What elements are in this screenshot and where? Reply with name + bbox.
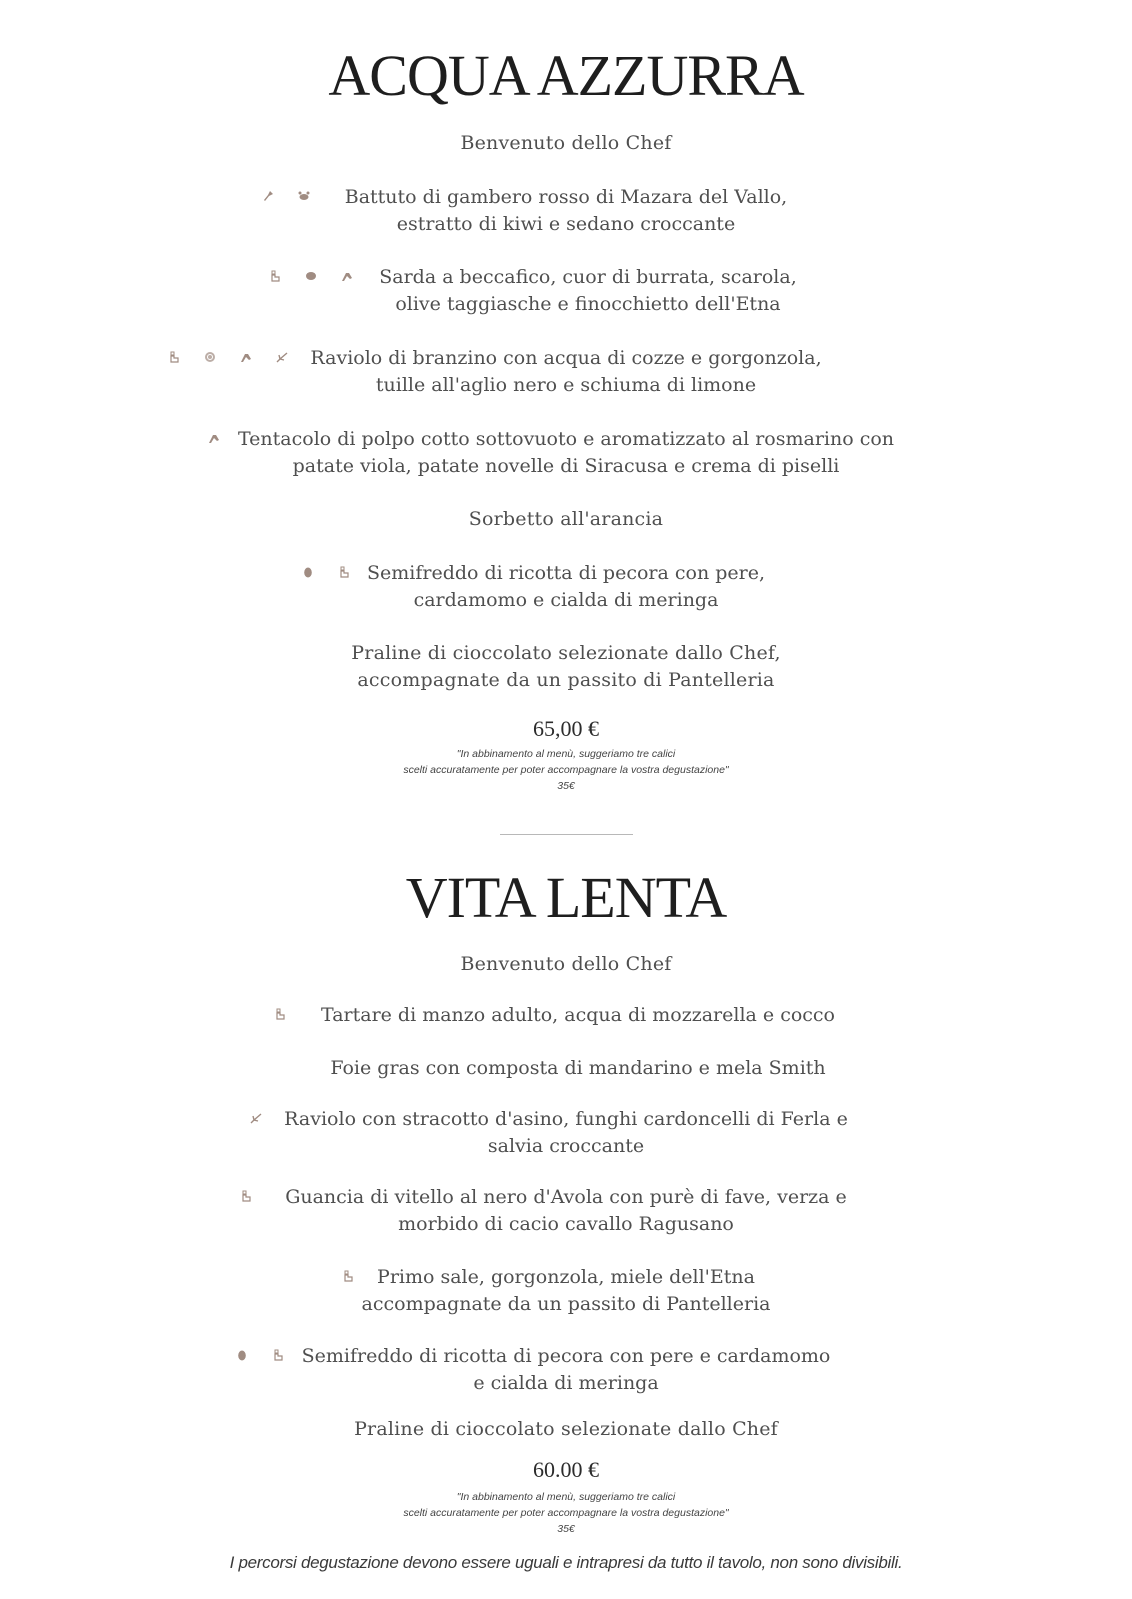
note-line: scelti accuratamente per poter accompagnare la vostra degustazione"	[403, 764, 729, 776]
dish-description	[0, 345, 1132, 399]
dish-description	[0, 1343, 1132, 1397]
wine-pairing-price: 35€	[557, 1523, 575, 1535]
dish-line: patate viola, patate novelle di Siracusa e crema di piselli	[292, 455, 840, 477]
dish-description	[12, 1002, 1132, 1029]
dish-line: estratto di kiwi e sedano croccante	[396, 213, 736, 235]
dish-line: Battuto di gambero rosso di Mazara del Vallo,	[344, 186, 788, 208]
finale-line: Praline di cioccolato selezionate dallo Chef,	[351, 642, 781, 664]
dish-line: Semifreddo di ricotta di pecora con pere e cardamomo	[301, 1345, 831, 1367]
dish-line: accompagnate da un passito di Pantelleria	[361, 1293, 771, 1315]
dish-line: Tentacolo di polpo cotto sottovuoto e aromatizzato al rosmarino con	[237, 428, 895, 450]
dish-description	[22, 264, 1132, 318]
note-line: "In abbinamento al menù, suggeriamo tre calici	[456, 748, 676, 760]
wine-pairing-note	[0, 746, 1132, 794]
dish-line: cardamomo e cialda di meringa	[413, 589, 719, 611]
dish-line: e cialda di meringa	[473, 1372, 659, 1394]
wine-pairing-note	[0, 1489, 1132, 1537]
dish-line: morbido di cacio cavallo Ragusano	[398, 1213, 734, 1235]
finale-line: accompagnate da un passito di Pantelleria	[357, 669, 775, 691]
note-line: "In abbinamento al menù, suggeriamo tre calici	[456, 1491, 676, 1503]
dish-description	[0, 184, 1132, 238]
finale-line: Praline di cioccolato selezionate dallo Chef	[354, 1418, 778, 1440]
dish-description	[0, 1264, 1132, 1318]
dish-line: Semifreddo di ricotta di pecora con pere,	[366, 562, 766, 584]
section-divider	[500, 834, 633, 835]
dish-description	[0, 1184, 1132, 1238]
chef-welcome: Benvenuto dello Chef	[460, 132, 672, 154]
dish-line: Tartare di manzo adulto, acqua di mozzarella e cocco	[321, 1004, 835, 1026]
chef-welcome: Benvenuto dello Chef	[460, 953, 672, 975]
dish-description	[0, 426, 1132, 480]
dish-line: Guancia di vitello al nero d'Avola con purè di fave, verza e	[285, 1186, 847, 1208]
dish-line: tuille all'aglio nero e schiuma di limone	[375, 374, 757, 396]
dish-line: Primo sale, gorgonzola, miele dell'Etna	[377, 1266, 755, 1288]
dish-line: Raviolo con stracotto d'asino, funghi cardoncelli di Ferla e	[284, 1108, 848, 1130]
dish-line: Foie gras con composta di mandarino e mela Smith	[330, 1057, 826, 1079]
dish-line: olive taggiasche e finocchietto dell'Etna	[395, 293, 781, 315]
wine-pairing-price: 35€	[557, 780, 575, 792]
dish-description	[12, 1055, 1132, 1082]
dish-description	[0, 1106, 1132, 1160]
note-line: scelti accuratamente per poter accompagnare la vostra degustazione"	[403, 1507, 729, 1519]
footer-note: I percorsi degustazione devono essere uguali e intrapresi da tutto il tavolo, non sono divisibili.	[229, 1553, 903, 1572]
menu-title-acqua-azzurra: ACQUA AZZURRA	[328, 43, 804, 108]
palate-cleanser: Sorbetto all'arancia	[468, 508, 664, 530]
dish-line: salvia croccante	[487, 1135, 645, 1157]
menu-title-vita-lenta: VITA LENTA	[405, 865, 727, 930]
dish-line: Raviolo di branzino con acqua di cozze e gorgonzola,	[310, 347, 822, 369]
dish-description	[0, 560, 1132, 614]
menu-price: 65,00 €	[533, 716, 599, 741]
menu-price: 60.00 €	[533, 1457, 599, 1482]
dish-line: Sarda a beccafico, cuor di burrata, scarola,	[379, 266, 797, 288]
